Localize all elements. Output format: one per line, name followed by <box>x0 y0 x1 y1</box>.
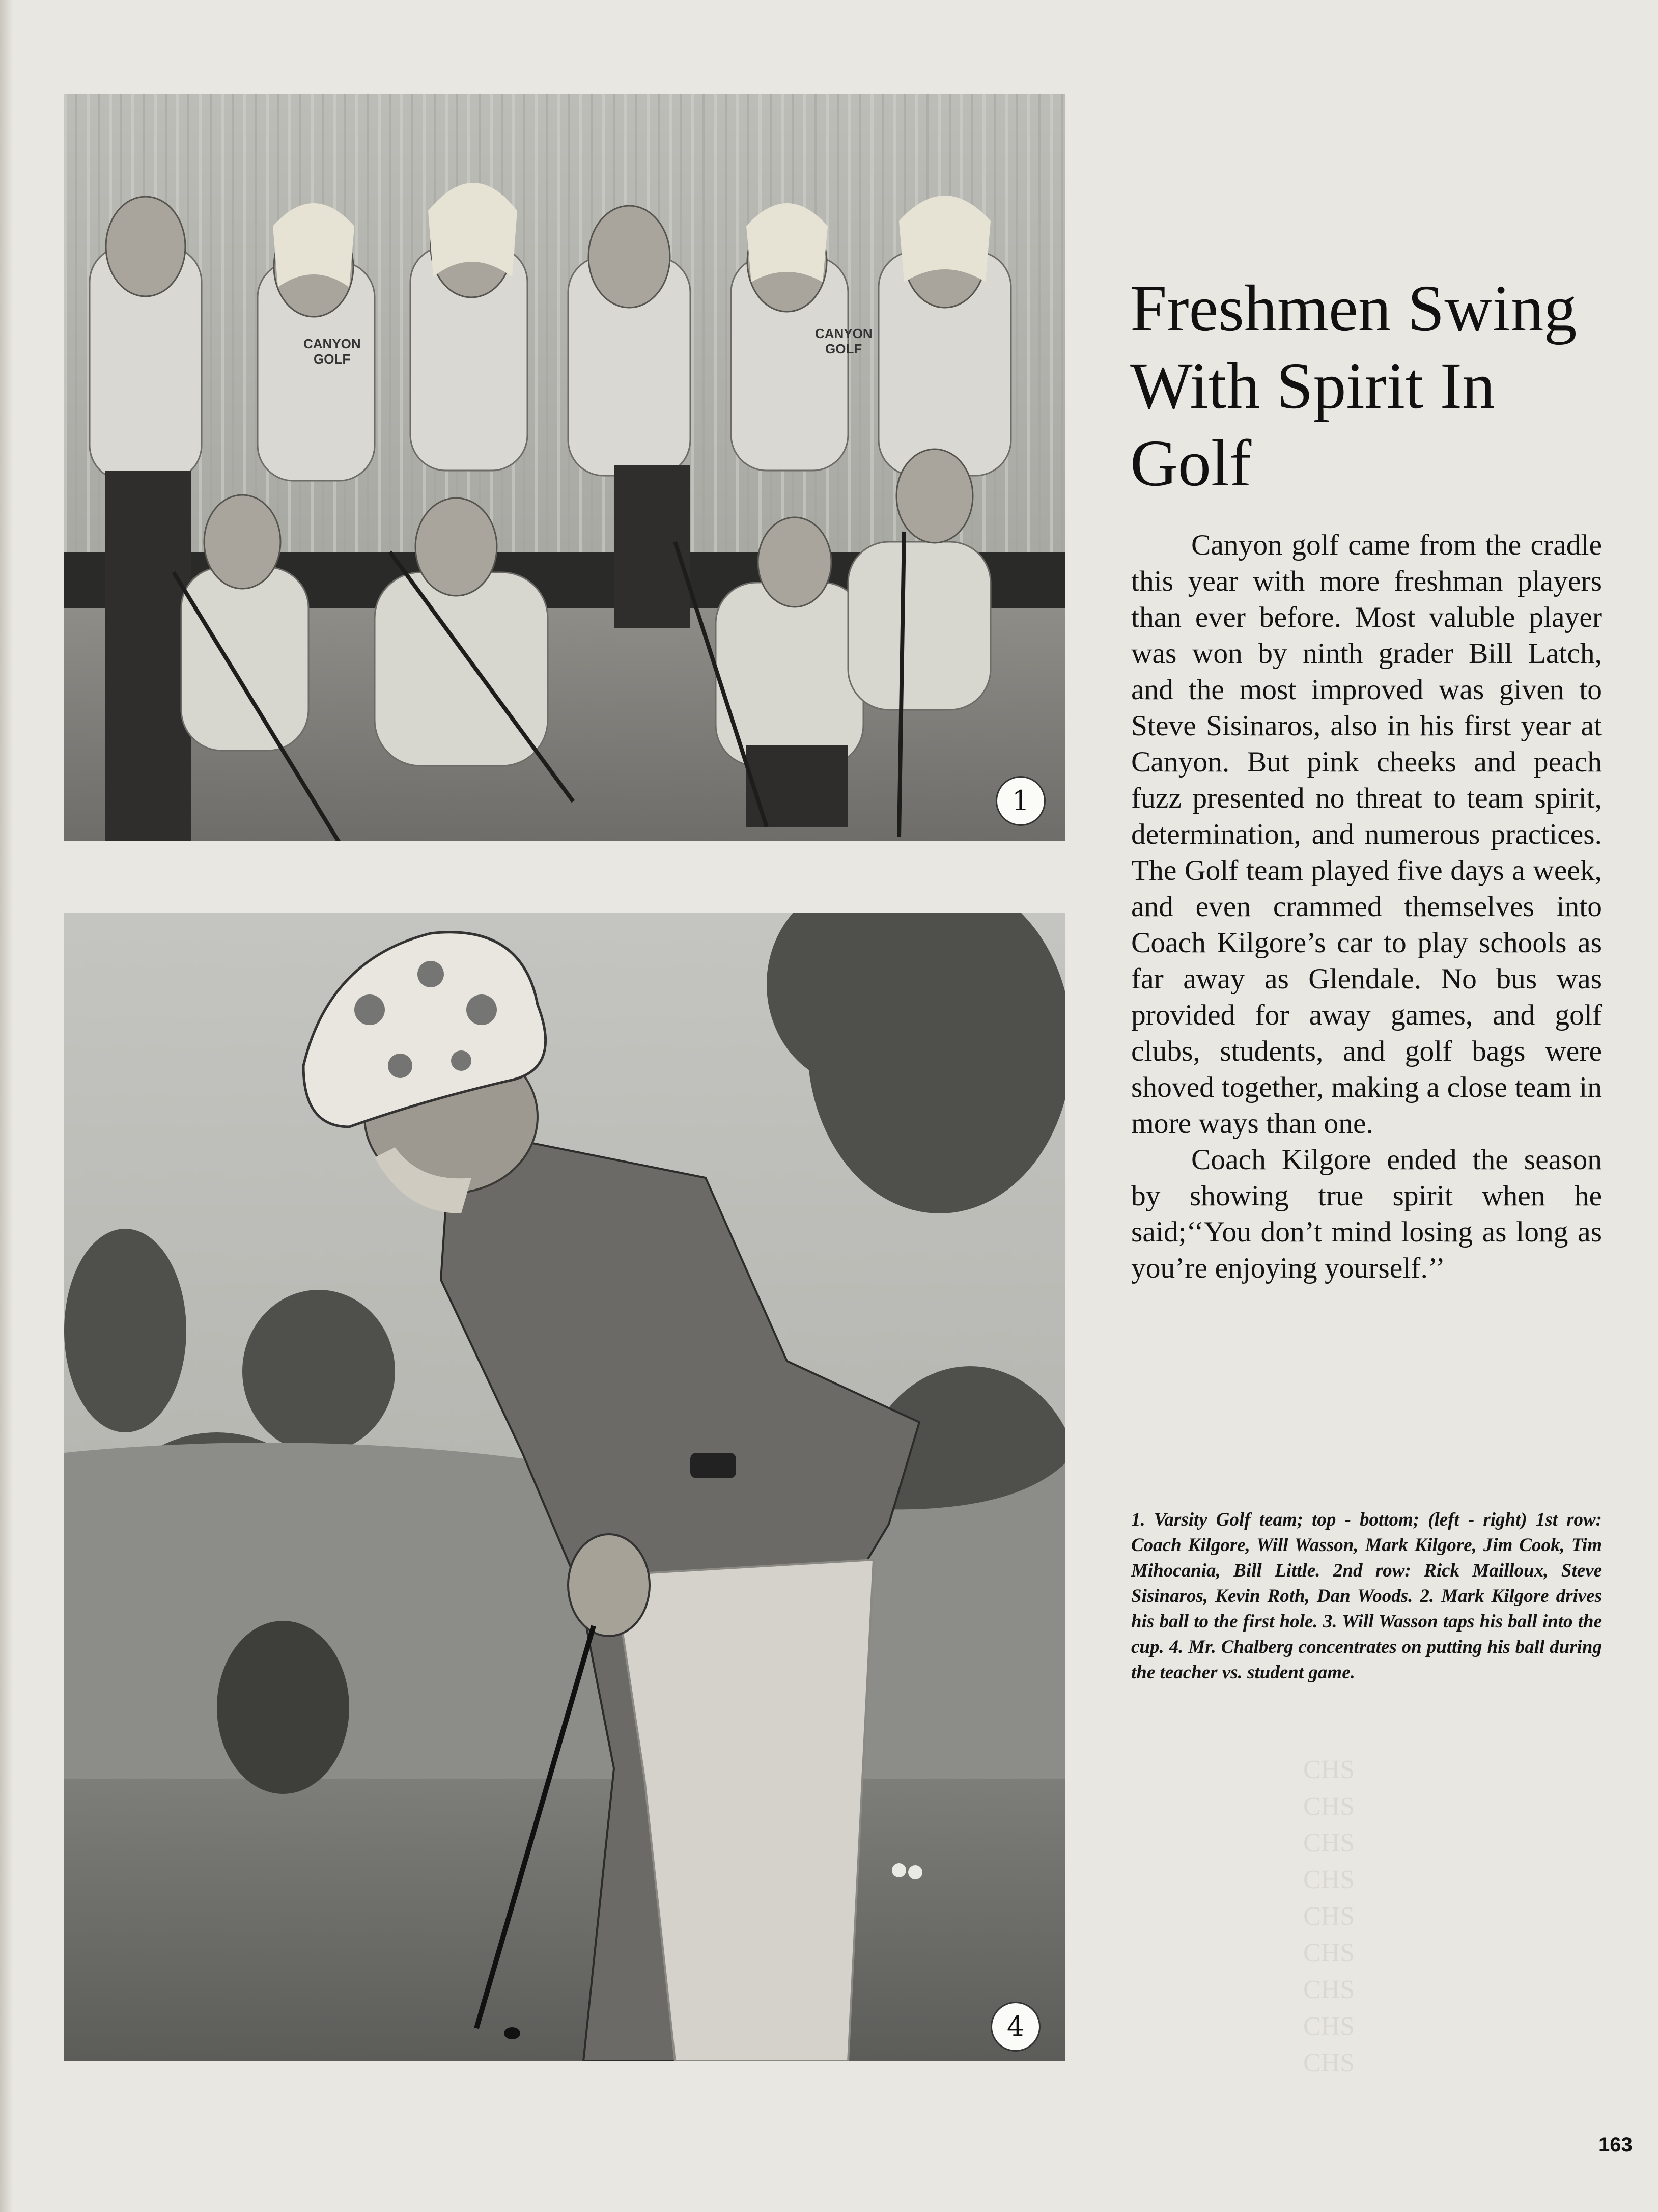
story-paragraph-1: Canyon golf came from the cradle this year with more freshman players than ever before. Most valuble player was won by ninth grader Bill Latch, and the most improved was given to Steve Sisinaros, also in his first year at Canyon. But pink cheeks and peach fuzz presented no threat to team spirit, determination, and numerous practices. The Golf team played five days a week, and even crammed themselves into Coach Kilgore’s car to play schools as far away as Glendale. No bus was provided for away games, and golf clubs, students, and golf bags were shoved together, making a close team in more ways than one. <box>1131 529 1602 1140</box>
bleed-row: CHS <box>1303 2049 1355 2078</box>
story-body <box>1131 527 1602 1286</box>
page-binding-edge <box>0 0 13 2212</box>
page-headline <box>1130 270 1639 502</box>
bleed-row: CHS <box>1303 2012 1355 2041</box>
headline-line-2: With Spirit In <box>1130 349 1495 423</box>
bleed-through-table <box>1303 1752 1588 2082</box>
bleed-row: CHS <box>1303 1975 1355 2004</box>
putting-photo <box>64 913 1065 2061</box>
photo-number-4: 4 <box>991 2002 1041 2052</box>
bleed-row: CHS <box>1303 1939 1355 1968</box>
team-shirt-text-4: GOLF <box>825 341 862 356</box>
putting-photo-image <box>64 913 1065 2061</box>
bleed-row: CHS <box>1303 1792 1355 1821</box>
page-number: 163 <box>1598 2134 1633 2156</box>
team-shirt-text: CANYON <box>303 336 361 351</box>
bleed-row: CHS <box>1303 1902 1355 1931</box>
story-paragraph-2: Coach Kilgore ended the season by showing true spirit when he said;‘‘You don’t mind losing as long as you’re enjoying yourself.’’ <box>1131 1144 1602 1284</box>
headline-line-3: Golf <box>1130 427 1252 500</box>
bleed-row: CHS <box>1303 1829 1355 1858</box>
team-photo-image <box>64 94 1065 841</box>
photo-caption: 1. Varsity Golf team; top - bottom; (left - right) 1st row: Coach Kilgore, Will Wasson, Mark Kilgore, Jim Cook, Tim Mihocania, Bill Little. 2nd row: Rick Mailloux, Steve Sisinaros, Kevin Roth, Dan Woods. 2. Mark Kilgore drives his ball to the first hole. 3. Will Wasson taps his ball into the cup. 4. Mr. Chalberg concentrates on putting his ball during the teacher vs. student game. <box>1131 1509 1602 1683</box>
bleed-row: CHS <box>1303 1755 1355 1784</box>
team-shirt-text-2: GOLF <box>314 351 351 367</box>
photo-number-1: 1 <box>996 776 1046 826</box>
team-photo <box>64 94 1065 841</box>
bleed-row: CHS <box>1303 1865 1355 1894</box>
team-shirt-text-3: CANYON <box>815 326 873 341</box>
headline-line-1: Freshmen Swing <box>1130 272 1577 345</box>
